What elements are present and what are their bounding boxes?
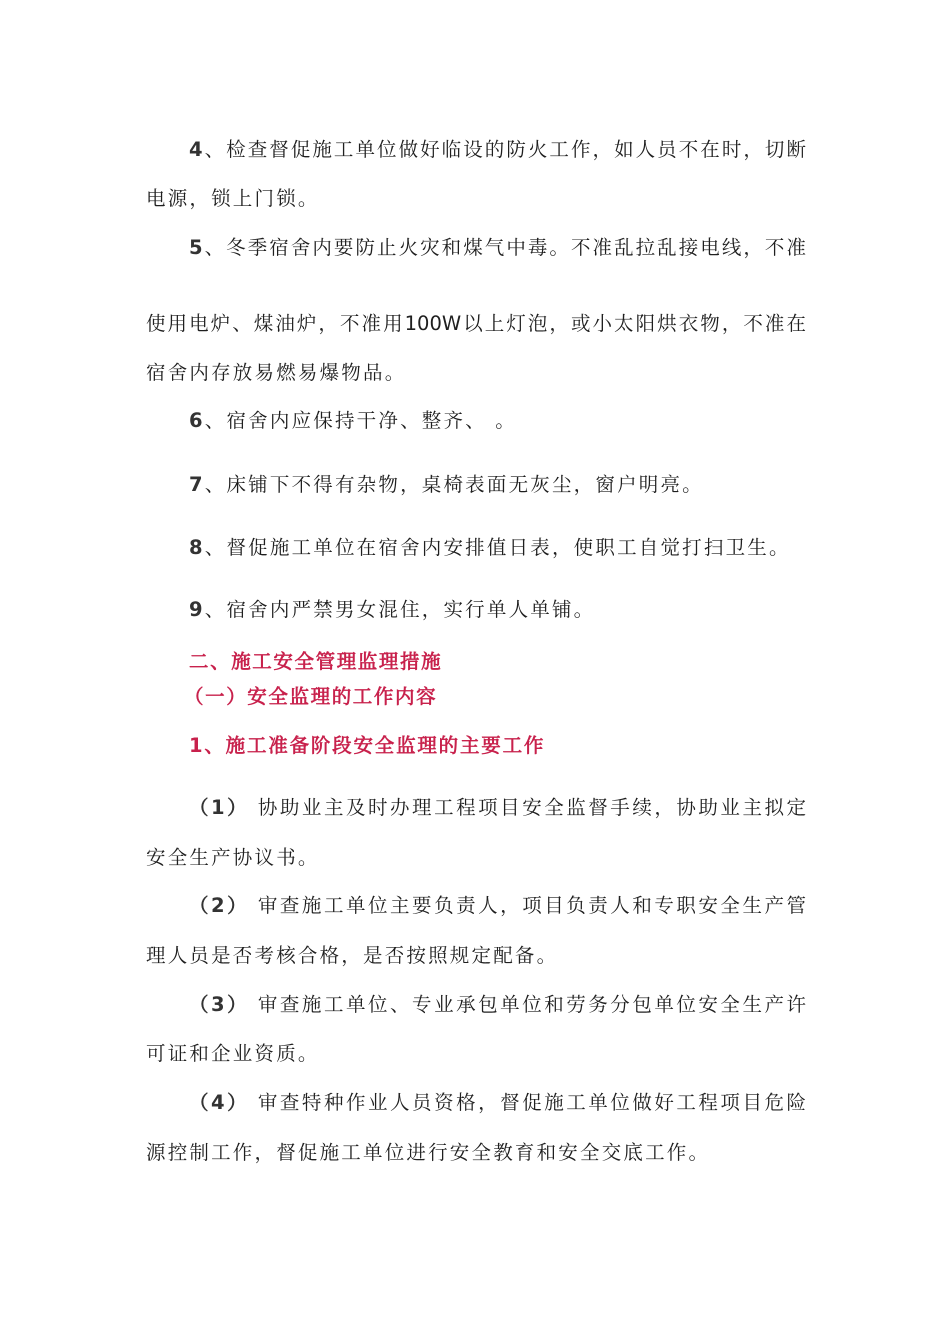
- sub-item-1-line-2: 安全生产协议书。: [146, 846, 320, 869]
- item-text: 、宿舍内应保持干净、整齐、 。: [204, 409, 517, 432]
- item-5-line-2: 使用电炉、煤油炉，不准用100W以上灯泡，或小太阳烘衣物，不准在: [146, 312, 806, 335]
- section-heading: 二、施工安全管理监理措施: [189, 650, 443, 673]
- point-heading: 1、施工准备阶段安全监理的主要工作: [189, 734, 546, 757]
- item-number: 4: [189, 138, 203, 161]
- item-text: 、冬季宿舍内要防止火灾和煤气中毒。不准乱拉乱接电线，不准: [202, 236, 806, 259]
- sub-item-number: （3）: [189, 993, 250, 1016]
- item-4-line-2: 电源，锁上门锁。: [146, 187, 320, 210]
- item-5-line-3: 宿舍内存放易燃易爆物品。: [146, 361, 407, 384]
- sub-item-number: （4）: [189, 1091, 250, 1114]
- item-number: 6: [189, 409, 205, 432]
- sub-item-text: 审查特种作业人员资格，督促施工单位做好工程项目危险: [249, 1091, 806, 1114]
- item-text: 、宿舍内严禁男女混住，实行单人单铺。: [204, 598, 596, 621]
- sub-item-4-line-1: [189, 1090, 806, 1116]
- item-8-line-1: [189, 535, 791, 561]
- sub-item-3-line-1: [189, 992, 806, 1018]
- item-number: 8: [189, 536, 205, 559]
- item-7-line-1: [189, 472, 704, 498]
- item-text: 、督促施工单位在宿舍内安排值日表，使职工自觉打扫卫生。: [204, 536, 791, 559]
- sub-item-number: （1）: [189, 796, 250, 819]
- item-9-line-1: [189, 597, 595, 623]
- item-number: 9: [189, 598, 205, 621]
- sub-item-1-line-1: [189, 795, 806, 821]
- item-4-line-1: [189, 137, 806, 163]
- sub-item-text: 审查施工单位、专业承包单位和劳务分包单位安全生产许: [249, 993, 806, 1016]
- sub-item-4-line-2: 源控制工作，督促施工单位进行安全教育和安全交底工作。: [146, 1141, 711, 1164]
- item-number: 7: [189, 473, 205, 496]
- sub-item-text: 审查施工单位主要负责人，项目负责人和专职安全生产管: [249, 894, 806, 917]
- subsection-heading: （一）安全监理的工作内容: [184, 685, 438, 708]
- item-text: 、检查督促施工单位做好临设的防火工作，如人员不在时，切断: [202, 138, 806, 161]
- sub-item-3-line-2: 可证和企业资质。: [146, 1042, 320, 1065]
- item-6-line-1: [189, 408, 517, 434]
- item-5-line-1: [189, 235, 806, 261]
- sub-item-text: 协助业主及时办理工程项目安全监督手续，协助业主拟定: [249, 796, 806, 819]
- sub-item-number: （2）: [189, 894, 250, 917]
- sub-item-2-line-1: [189, 893, 806, 919]
- item-text: 、床铺下不得有杂物，桌椅表面无灰尘，窗户明亮。: [204, 473, 704, 496]
- item-number: 5: [189, 236, 203, 259]
- sub-item-2-line-2: 理人员是否考核合格，是否按照规定配备。: [146, 944, 559, 967]
